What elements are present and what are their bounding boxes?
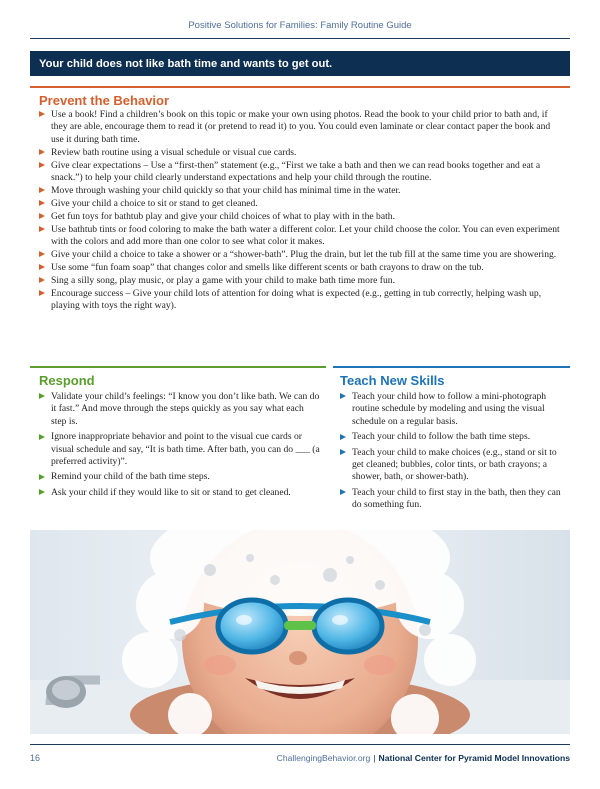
list-item: Remind your child of the bath time steps.: [39, 471, 320, 483]
bullet-arrow-icon: [340, 489, 346, 495]
prevent-list: [39, 109, 564, 313]
prevent-title: Prevent the Behavior: [39, 93, 170, 108]
respond-section: [30, 366, 326, 518]
footer-credit: [277, 753, 570, 763]
footer-org-name: National Center for Pyramid Model Innovations: [378, 753, 570, 763]
list-item: Teach your child how to follow a mini-photograph routine schedule by modeling and using the visual schedule on a regular basis.: [340, 391, 564, 428]
list-item: Review bath routine using a visual schedule or visual cue cards.: [39, 147, 564, 159]
bullet-arrow-icon: [39, 187, 45, 193]
footer-divider: [30, 744, 570, 745]
bullet-arrow-icon: [340, 434, 346, 440]
list-item: Give clear expectations – Use a “first-then” statement (e.g., “First we take a bath and then we can read books together and eat a snack.”) to help your child clearly understand expectations and help your child through the routine.: [39, 160, 564, 185]
bullet-arrow-icon: [39, 277, 45, 283]
list-item: Teach your child to make choices (e.g., stand or sit to get cleaned; bubbles, color tints, or bath crayons; a shower, bath, or shower-bath).: [340, 447, 564, 484]
respond-list: [39, 391, 320, 499]
bullet-arrow-icon: [39, 264, 45, 270]
bullet-arrow-icon: [39, 474, 45, 480]
footer-site-link[interactable]: ChallengingBehavior.org: [276, 753, 371, 763]
bullet-arrow-icon: [39, 111, 45, 117]
list-item: Get fun toys for bathtub play and give your child choices of what to play with in the bath.: [39, 211, 564, 223]
list-item: Give your child a choice to sit or stand to get cleaned.: [39, 198, 564, 210]
list-item: Ask your child if they would like to sit or stand to get cleaned.: [39, 487, 320, 499]
teach-title: Teach New Skills: [340, 373, 445, 388]
list-item: Teach your child to follow the bath time steps.: [340, 431, 564, 443]
bullet-arrow-icon: [39, 200, 45, 206]
banner-text: Your child does not like bath time and wants to get out.: [39, 57, 333, 70]
footer-separator: |: [373, 753, 376, 763]
bullet-arrow-icon: [39, 226, 45, 232]
bullet-arrow-icon: [39, 149, 45, 155]
topic-banner: [30, 51, 570, 76]
bath-photo: [30, 530, 570, 734]
bullet-arrow-icon: [340, 393, 346, 399]
list-item: Sing a silly song, play music, or play a game with your child to make bath time more fun.: [39, 275, 564, 287]
respond-title: Respond: [39, 373, 95, 388]
bullet-arrow-icon: [340, 449, 346, 455]
bullet-arrow-icon: [39, 162, 45, 168]
list-item: Use some “fun foam soap” that changes color and smells like different scents or bath crayons to draw on the tub.: [39, 262, 564, 274]
list-item: Ignore inappropriate behavior and point to the visual cue cards or visual schedule and say, “It is bath time. After bath, you can do ___ (a preferred activity)”.: [39, 431, 320, 468]
bullet-arrow-icon: [39, 213, 45, 219]
bullet-arrow-icon: [39, 434, 45, 440]
bullet-arrow-icon: [39, 393, 45, 399]
teach-list: [340, 391, 564, 512]
teach-section: [333, 366, 570, 518]
bullet-arrow-icon: [39, 251, 45, 257]
running-header: Positive Solutions for Families: Family Routine Guide: [188, 20, 412, 31]
list-item: Validate your child’s feelings: “I know you don’t like bath. We can do it fast.” And move through the steps quickly as you say what each step is.: [39, 391, 320, 428]
bullet-arrow-icon: [39, 489, 45, 495]
list-item: Encourage success – Give your child lots of attention for doing what is expected (e.g., getting in tub correctly, helping wash up, playing with toys the right way).: [39, 288, 564, 313]
prevent-section: [30, 86, 570, 359]
bath-photo-child-goggles-icon: [30, 530, 570, 734]
list-item: Give your child a choice to take a shower or a “shower-bath”. Plug the drain, but let the tub fill at the same time you are showering.: [39, 249, 564, 261]
header-divider: [30, 38, 570, 39]
list-item: Use a book! Find a children’s book on this topic or make your own using photos. Read the book to your child prior to bath and, if they are able, encourage them to read it (or pretend to read it) to you. You could even laminate or clear contact paper the book and use it during bath time.: [39, 109, 564, 146]
list-item: Teach your child to first stay in the bath, then they can do something fun.: [340, 487, 564, 512]
list-item: Move through washing your child quickly so that your child has minimal time in the water.: [39, 185, 564, 197]
list-item: Use bathtub tints or food coloring to make the bath water a different color. Let your child choose the color. You can even experiment with the colors and add more than one color to see what color it makes.: [39, 224, 564, 249]
page-number: 16: [30, 753, 41, 763]
bullet-arrow-icon: [39, 290, 45, 296]
